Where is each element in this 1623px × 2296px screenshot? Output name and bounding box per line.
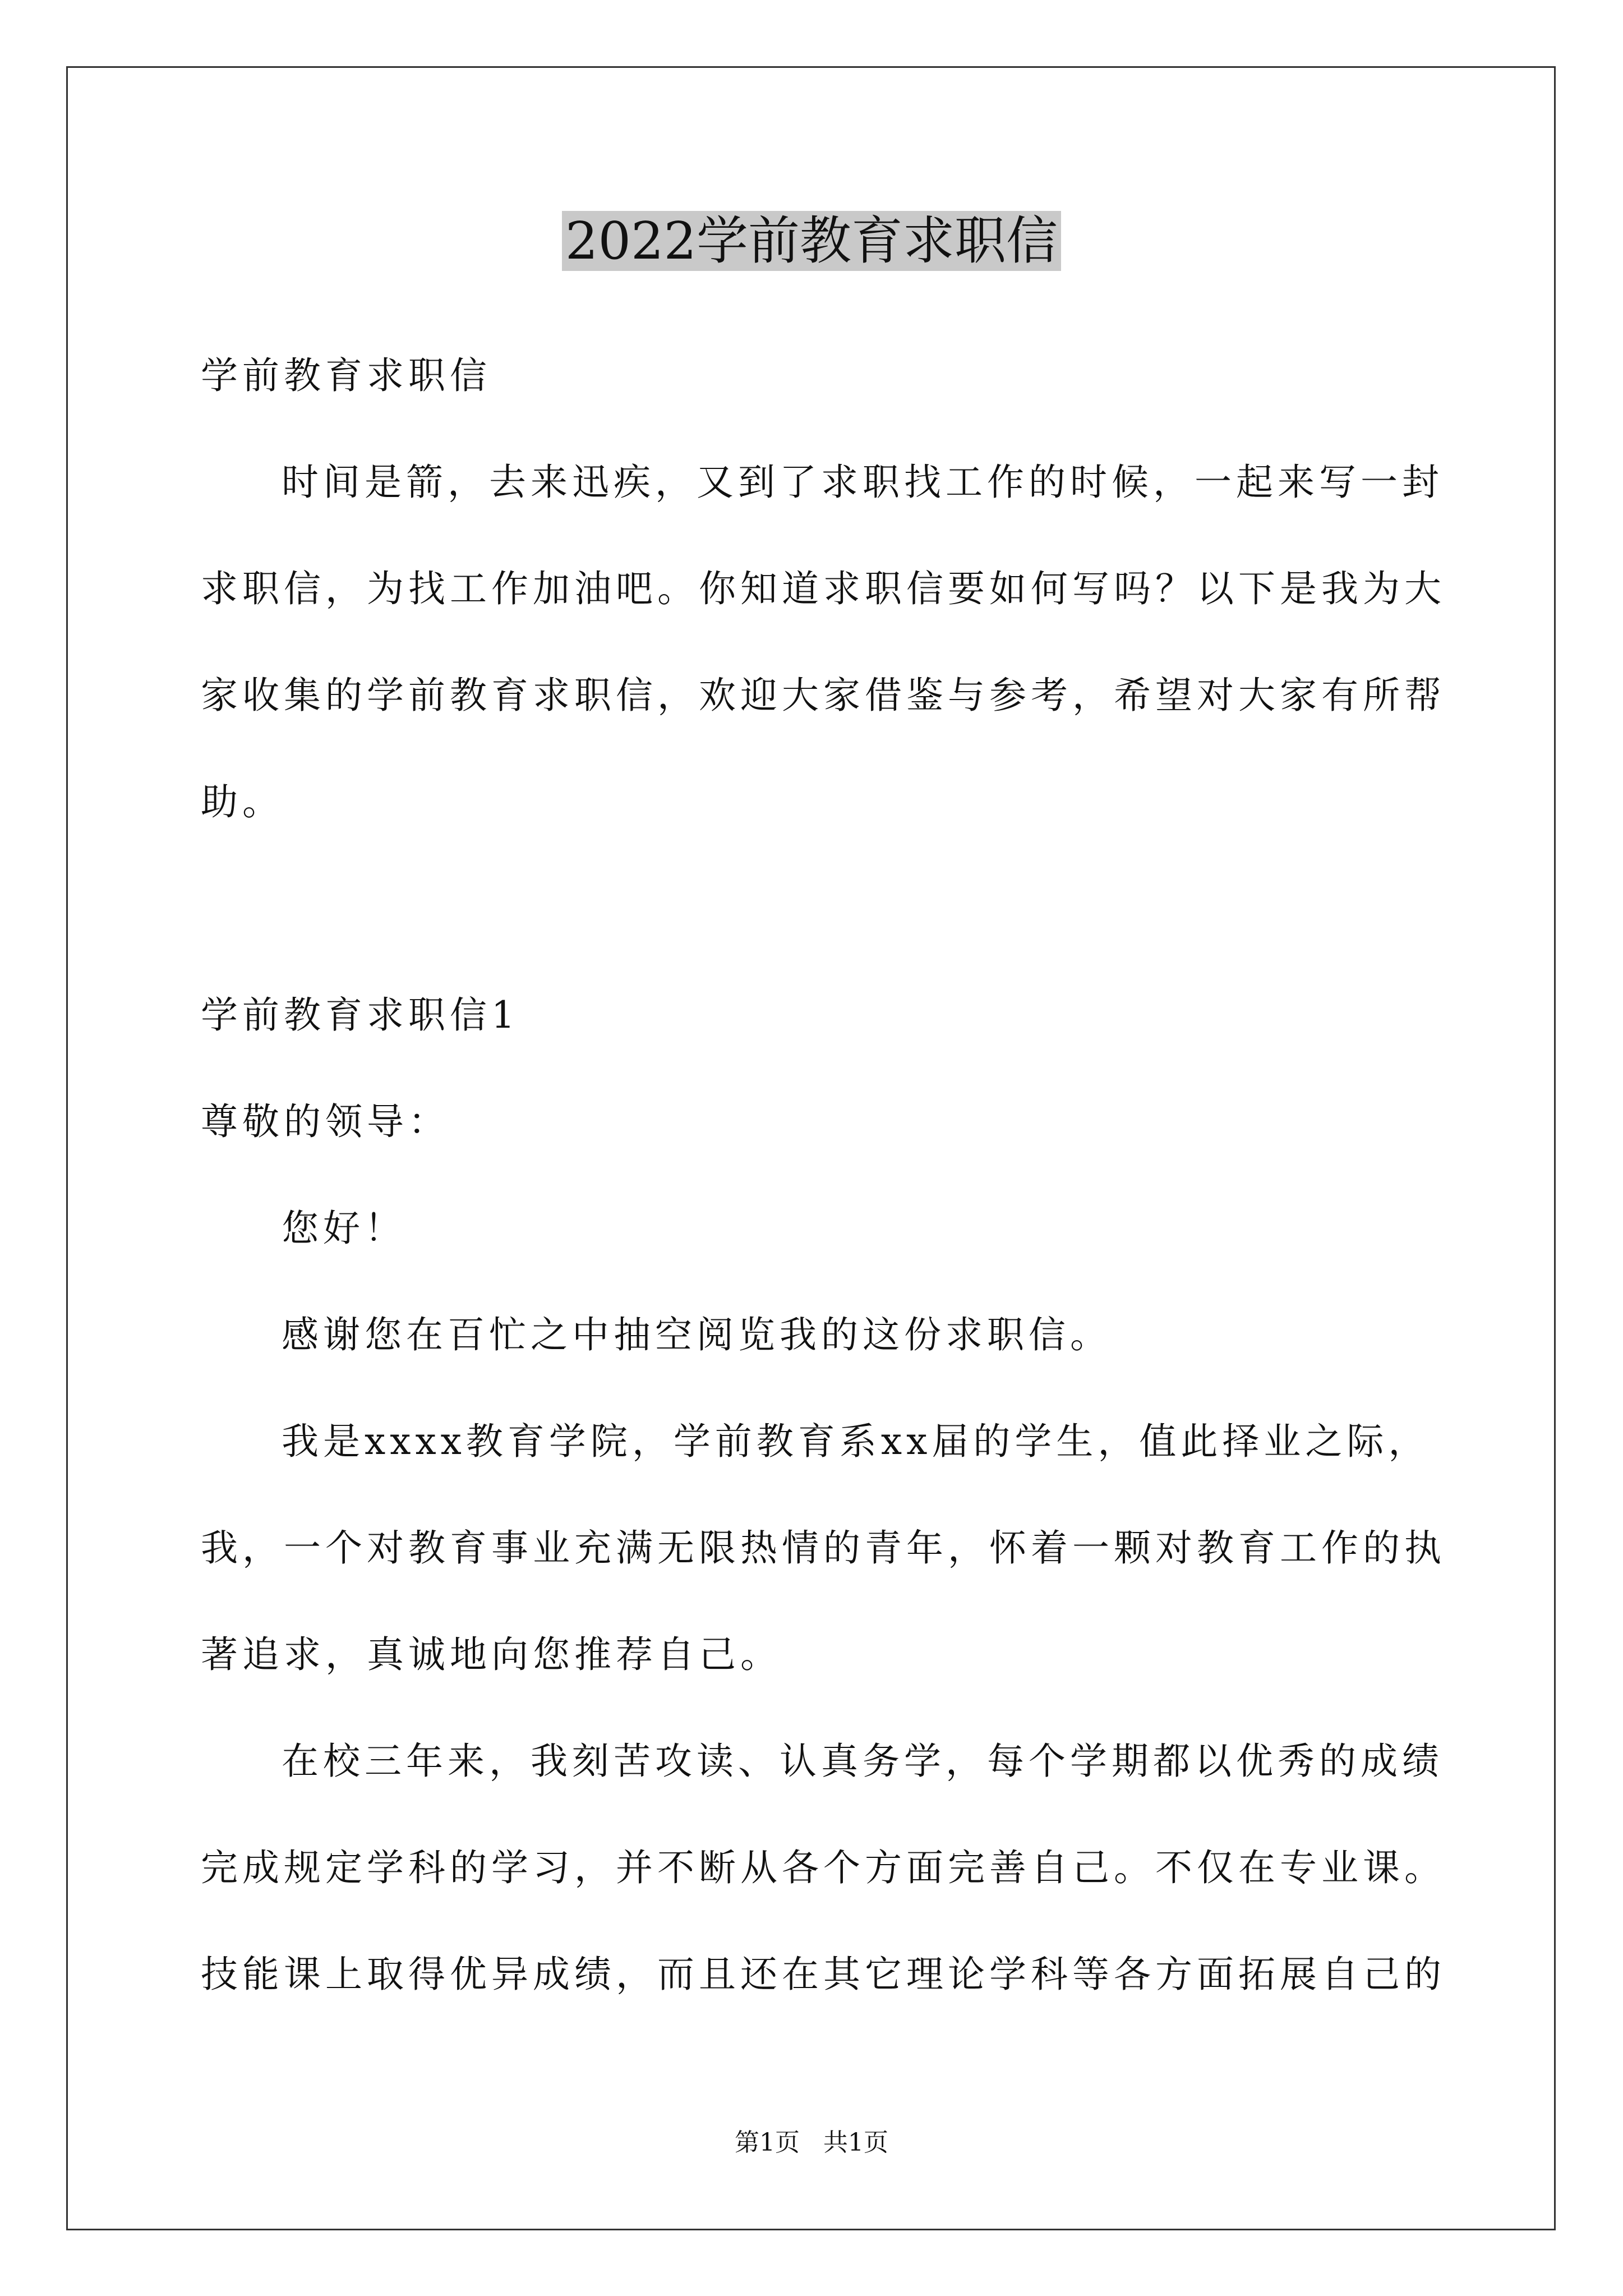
salutation: 尊敬的领导： [201, 1100, 450, 1143]
subtitle: 学前教育求职信 [201, 354, 491, 397]
greeting: 您好！ [282, 1207, 406, 1250]
page-number-current: 第1页 [735, 2128, 800, 2157]
intro-line-1: 时间是箭，去来迅疾，又到了求职找工作的时候，一起来写一封 [282, 461, 1444, 504]
page-footer [0, 2126, 1623, 2160]
thanks-line: 感谢您在百忙之中抽空阅览我的这份求职信。 [282, 1313, 1112, 1356]
para2-line-3: 技能课上取得优异成绩，而且还在其它理论学科等各方面拓展自己的 [201, 1953, 1446, 1996]
document-title-text: 2022学前教育求职信 [562, 211, 1061, 271]
intro-line-2: 求职信，为找工作加油吧。你知道求职信要如何写吗？以下是我为大 [201, 567, 1446, 610]
para1-line-1: 我是xxxx教育学院，学前教育系xx届的学生，值此择业之际， [282, 1420, 1430, 1463]
para2-line-2: 完成规定学科的学习，并不断从各个方面完善自己。不仅在专业课。 [201, 1846, 1446, 1889]
letter-heading: 学前教育求职信1 [201, 993, 519, 1037]
para2-line-1: 在校三年来，我刻苦攻读、认真务学，每个学期都以优秀的成绩 [282, 1740, 1444, 1783]
para1-line-3: 著追求，真诚地向您推荐自己。 [201, 1633, 782, 1676]
document-title [0, 205, 1623, 278]
page-number-total: 共1页 [823, 2128, 888, 2157]
intro-line-4: 助。 [201, 780, 284, 823]
intro-line-3: 家收集的学前教育求职信，欢迎大家借鉴与参考，希望对大家有所帮 [201, 674, 1446, 717]
para1-line-2: 我，一个对教育事业充满无限热情的青年，怀着一颗对教育工作的执 [201, 1526, 1446, 1570]
